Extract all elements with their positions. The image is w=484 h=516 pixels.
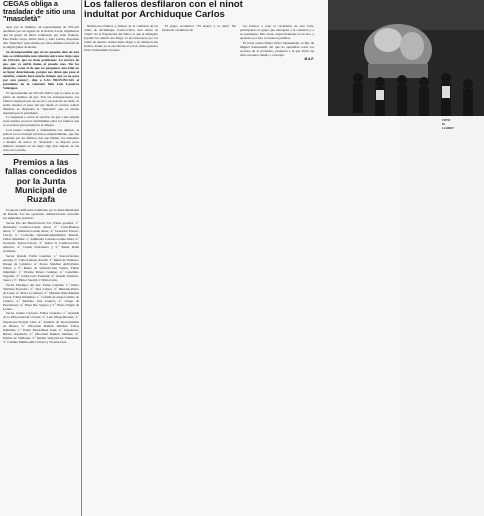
top-article [84,0,454,132]
cegas-paragraph: El representante de CEGAS indicó que la causa es un punto de bombeo de gas. Tras las averiguaciones, los falleros supieron que de un sol y un poncete en duda, se podía detonar el paso del gas desde el control central mientras se disparaba la "mascletà" que ya estaba montada por el presidente. [3,90,79,115]
cegas-paragraph: Ayer por la mañana, un representante de CEGAS auxiliado por un agente de la Policía Local, impidieron que un grupo de fallas compuesto por Joan Xamete, Pere Prieto Goya, Pedro Sisto y Luis Lerma, disparase una "mascletà" patrocinada por ellos mismos ubicada en la amplia plaza de Roma. [3,24,79,50]
cegas-paragraph: La respuesta a cortar el servicio de gas a una amplia zona urbana, provocó muchísimas entre los falleros que se avocaron para presenciar el disparo. [3,115,79,128]
awards-paragraph: Sector Ruzafa: Fallas Grandes: 1.º Sueca-Literato Azorín; 2.º Cuba-Literato Azorín; 3.º Reina de Valencia-Duque de Calabria; 4.º Ponce Sánchez Abril-Pedro Valero y 5.º Reina de Valencia-San Valero. Fallas infantiles: 1.º Vicente Polero Cadarso; 2.º Castellón-Segorbe; 3.º Cádiz-Cura Femenía; 4.º Ronda Valencia-Sueca y 5.º Pintor Sorolla y Vallés-Cuba. [3,253,79,283]
awards-headline: Premios a las fallas concedidos por la Junta Municipal de Ruzafa [4,157,78,205]
top-paragraph: Numerosos falleros y falleras de la comisión de las calles de Archiduque Carlos-Chiva, han retirar su "ninot" de la Exposición del Ninot, el que el subsiguió popular les indultó del fuego, la procesionaron por las calles de nuestra ciudad hasta llegar a su demarcación festiva, donde ya se encontraba el joven artista ganador Pedro Santaeulalia Soriano. [84,24,158,52]
awards-paragraph: Sector Naranjos del Sol: Fallas Grandes: 1.º Pedro Sánchez-Trovador; 2.º Tres Carlos; 3.º Hurtado-Pedro de Luna; 4.º Plaza Lo Raturo; 5.º Mariano Ruiz-Manuel Ciscar. Fallas Infantiles: 1.º Comité de Altas-Castillo de Cullera; 2.º Mariano José Cuenca; 3.º Grupo de Pescadores; 4.º Plaza Rio Segura y 5.º Plaza Virgen de Loreto. [3,282,79,311]
cegas-headline: CEGAS obliga a trasladar de sitio una "mascletà" [3,0,76,24]
cegas-article-body [3,25,79,152]
awards-paragraph: El jurado calificador nombrado por la Junta Municipal de Ruzafa, tras las oportunas deliberaciones concedió los siguientes premios: [3,208,79,221]
top-column-1 [84,24,158,61]
column-divider [81,0,82,516]
awards-paragraph: Sector Cuatre Carreres: Fallas Grandes: 1.º Avenida de la Plata-General Urrutia; 2.º Luis Oliag-Morales; 3.º Zapadores-Vicente Lleó; 4.º Avenida de Sucre-Ramón de Ribera; 5.º Olta-Juan Ramón Jiménez. Fallas infantiles: 1.º Pedro Perez-Buen Juan; 2.º Zapadores-Ribera Izquierda; 3.º Olta-Juan Ramón Jiménez; 4.º Puebla de Vallbona; 5.º Rubén Vela-Doctor Waksman; 5.º Camino Malilla-Isla Cabrera y Vicente Lleó. [3,311,79,344]
top-column-3 [240,24,314,61]
awards-paragraph: Sector Pío del Barrial-Gran Vía. Fallas grandes: 1.º Almirante Cadarso-Conde Altea; 2.º Cuba-Buenos Aires; 3.º Salmerón-Conde Altea; 4.º Grabador Esteve-Ciscar; 5.º Convento Jerusalén-Matemático Marzal. Fallas infantiles: 1.º Almirante Cadarso-Conde Altea; 2.º Grabador Esteve-Ciscar; 3.º Isabel la Católica-Cirilo Amorós; 4.º Conde Salvatierra y 5.º Reina Doña Germana. [3,220,79,254]
top-headline: Los falleros desfilaron con el ninot indultat por Archiduque Carlos [84,0,243,20]
photo-credit: FOTO M. LLORET [442,118,454,130]
section-divider [3,154,79,155]
top-column-2 [162,24,236,61]
byline-signature: M.A.F. [304,57,314,61]
top-paragraph: El joven artista fallero Pedro Santaeulalia, es hijo de Miguel Santaeulalia del que ha aprendido todos los secretos de la profesión, profesión a la que Pedro ha dado un nuevo diseño y concepto. [240,40,314,57]
cegas-paragraph: Con buena voluntad y lamentables los ánimos, la policía local aconsejó un nuevo emplazamiento, que fue aceptado por los falleros. Así que mismo, los asistentes a montar de nuevo la "mascletà", se disparó poco minutos después en un lugar algo más alejado de las ocho de la noche. [3,127,79,153]
cegas-paragraph: Se incomprensible que en los pasados días de este mes se evidenciaba una relación entre una vieja cepa de CEGAS, que no tiene problemas. La tercera de gas, que ya sufrió daños el pasado mes. Sin los despistes, como el de que no pongamos una falla en su lugar determinado, porque nos dicen que pase el autobús, cuando hace mucho tiempo que ya no pasa por este punto", dijo a LAS PROVINCIAS el presidente de la comisión falla Luis Lamarca Velázquez. [3,49,79,90]
top-paragraph: los falleros a todo el vecindario de esta falla, participando el grupo que entregaba a la comisión y a su presidente, Julio Grau, respectivamente es un nos, y apasionó por ésta con nuevos premios. [240,24,314,40]
lower-blank-area [84,134,400,516]
photo-illustration [328,0,484,116]
top-paragraph: El grupo escultórico "El abuelo y la nieta" fue mostrado a hombros de [162,24,236,32]
awards-article-body [3,208,79,344]
left-column [3,0,79,516]
news-photo [328,0,484,116]
